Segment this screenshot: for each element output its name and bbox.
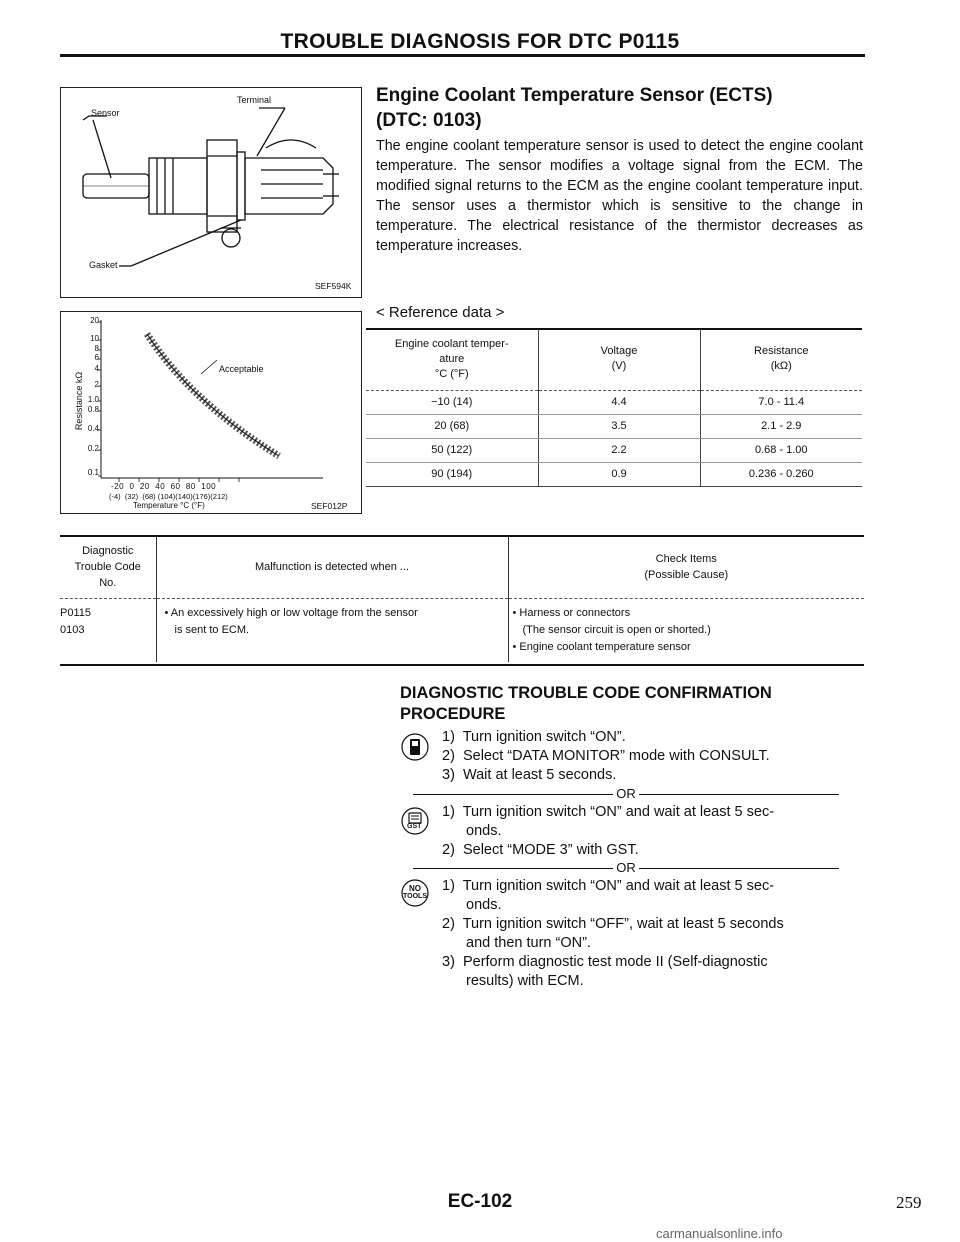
step-text: Wait at least 5 seconds.: [462, 767, 617, 783]
table-row: [366, 462, 862, 486]
step-number: 3): [442, 767, 455, 783]
x-tick-labels-celsius: -20 0 20 40 60 80 100: [111, 482, 217, 491]
cell-temperature: 50 (122): [366, 438, 538, 462]
acceptable-label: Acceptable: [219, 364, 264, 374]
no-tools-step-2: [442, 915, 856, 934]
no-tools-step-2-cont: and then turn “ON”.: [466, 935, 591, 951]
cell-resistance: 0.236 - 0.260: [700, 462, 862, 486]
cell-resistance: 2.1 - 2.9: [700, 414, 862, 438]
or-divider: [398, 786, 854, 801]
or-label: OR: [616, 786, 636, 801]
consult-step-2: [442, 747, 770, 766]
procedure-title-line1: DIAGNOSTIC TROUBLE CODE CONFIRMATION: [400, 684, 772, 702]
step-number: 3): [442, 954, 455, 970]
y-axis-label: Resistance kΩ: [74, 371, 84, 431]
header-resistance: [700, 329, 862, 390]
cell-check-items: [508, 598, 864, 662]
header-temp-line: Engine coolant temper-: [394, 337, 509, 350]
table-row: [366, 390, 862, 414]
no-tools-step-3: [442, 953, 856, 972]
reference-data-label: < Reference data >: [376, 304, 505, 321]
y-tick: 0.4: [87, 424, 99, 433]
figure1-code: SEF594K: [315, 281, 352, 291]
cell-dtc-number: [60, 598, 156, 662]
or-divider: [398, 860, 854, 875]
y-tick: 0.1: [87, 468, 99, 477]
header-voltage-line: Voltage: [600, 345, 638, 358]
cell-temperature: −10 (14): [366, 390, 538, 414]
check-item: (The sensor circuit is open or shorted.): [522, 623, 711, 636]
header-temperature: [366, 329, 538, 390]
table-row: [366, 438, 862, 462]
terminal-label: Terminal: [237, 95, 272, 105]
consult-icon: [400, 732, 430, 762]
y-tick: 2: [94, 380, 99, 389]
cell-voltage: 3.5: [538, 414, 700, 438]
header-check-line: (Possible Cause): [644, 568, 729, 581]
reference-table: [366, 329, 862, 487]
procedure-title: [400, 683, 772, 725]
consult-step-1: [442, 728, 626, 747]
reference-table-header: [366, 329, 862, 390]
header-temp-line: °C (°F): [434, 367, 469, 380]
dtc-table-header: [60, 536, 864, 598]
section-title-line2: (DTC: 0103): [376, 110, 482, 131]
gasket-label: Gasket: [89, 260, 118, 270]
step-number: 2): [442, 916, 455, 932]
malfunction-text: • An excessively high or low voltage from the sensor: [164, 606, 418, 619]
header-dtc-line: Trouble Code: [74, 560, 141, 573]
header-voltage: [538, 329, 700, 390]
step-text: Turn ignition switch “OFF”, wait at least 5 seconds: [462, 916, 784, 932]
sensor-figure: [60, 87, 362, 298]
page-title: TROUBLE DIAGNOSIS FOR DTC P0115: [280, 30, 680, 53]
y-tick: 1.0: [87, 395, 99, 404]
check-item: • Harness or connectors: [512, 606, 631, 619]
y-tick: 20: [90, 316, 99, 325]
consult-step-3: [442, 766, 616, 785]
cell-malfunction: [156, 598, 508, 662]
header-check-line: Check Items: [655, 552, 717, 565]
y-tick: 6: [94, 353, 99, 362]
x-axis-label: Temperature °C (°F): [133, 501, 205, 510]
figure2-code: SEF012P: [311, 501, 348, 511]
sensor-label: Sensor: [91, 108, 120, 118]
cell-voltage: 2.2: [538, 438, 700, 462]
header-resistance-line: Resistance: [754, 345, 809, 358]
cell-temperature: 90 (194): [366, 462, 538, 486]
sensor-description: The engine coolant temperature sensor is used to detect the engine coolant temperature. The sensor modifies a voltage signal from the ECM. The modified signal returns to the ECM as the engine coolant temperature input. The sensor uses a thermistor which is sensitive to the change in temperature. The electrical resistance of the thermistor decreases as temperature increases.: [376, 138, 863, 254]
page-code: EC-102: [447, 1191, 513, 1212]
procedure-title-line2: PROCEDURE: [400, 705, 506, 723]
section-title: [376, 83, 856, 133]
step-text: Select “MODE 3” with GST.: [462, 842, 639, 858]
no-tools-step-1-cont: onds.: [466, 897, 502, 913]
header-dtc-number: [60, 536, 156, 598]
cell-voltage: 4.4: [538, 390, 700, 414]
cell-temperature: 20 (68): [366, 414, 538, 438]
y-tick: 8: [94, 344, 99, 353]
gst-icon: [400, 806, 430, 836]
step-text: Select “DATA MONITOR” mode with CONSULT.: [462, 748, 770, 764]
step-number: 2): [442, 842, 455, 858]
header-dtc-line: Diagnostic: [82, 544, 134, 557]
y-tick: 10: [90, 334, 99, 343]
section-title-line1: Engine Coolant Temperature Sensor (ECTS): [376, 85, 773, 106]
or-label: OR: [616, 860, 636, 875]
dtc-code: 0103: [60, 623, 85, 636]
dtc-table-bottom-rule: [60, 664, 864, 666]
step-text: Turn ignition switch “ON”.: [462, 729, 626, 745]
header-resistance-line: (kΩ): [770, 360, 792, 373]
header-dtc-line: No.: [99, 576, 117, 589]
step-number: 2): [442, 748, 455, 764]
check-item: • Engine coolant temperature sensor: [512, 640, 691, 653]
step-number: 1): [442, 878, 455, 894]
header-voltage-line: (V): [611, 360, 627, 373]
no-tools-step-3-cont: results) with ECM.: [466, 973, 584, 989]
step-number: 1): [442, 729, 455, 745]
watermark: carmanualsonline.info: [656, 1226, 783, 1241]
x-tick-labels-fahrenheit: (-4) (32) (68) (104)(140)(176)(212): [109, 492, 228, 501]
gst-icon-label: GST: [407, 823, 422, 830]
resistance-graph-figure: [60, 311, 362, 514]
y-tick: 0.8: [87, 405, 99, 414]
no-tools-icon: [400, 878, 430, 908]
page-number: 259: [896, 1193, 922, 1212]
step-number: 1): [442, 804, 455, 820]
no-tools-step-1: [442, 877, 856, 896]
gst-step-1-cont: onds.: [466, 823, 502, 839]
no-tools-icon-label-bottom: TOOLS: [403, 893, 427, 900]
dtc-code: P0115: [60, 606, 91, 619]
table-row: [60, 598, 864, 662]
header-check-items: [508, 536, 864, 598]
gst-step-2: [442, 841, 639, 860]
cell-resistance: 0.68 - 1.00: [700, 438, 862, 462]
malfunction-text: is sent to ECM.: [174, 623, 250, 636]
y-tick: 4: [94, 364, 99, 373]
acceptable-band: [147, 334, 279, 456]
title-rule: [60, 54, 865, 57]
table-row: [366, 414, 862, 438]
cell-resistance: 7.0 - 11.4: [700, 390, 862, 414]
header-malfunction: Malfunction is detected when ...: [156, 536, 508, 598]
cell-voltage: 0.9: [538, 462, 700, 486]
step-text: Turn ignition switch “ON” and wait at least 5 sec-: [462, 804, 775, 820]
gst-step-1: [442, 803, 856, 822]
dtc-table: [60, 536, 864, 662]
header-temp-line: ature: [439, 352, 465, 365]
no-tools-icon-label-top: NO: [409, 884, 421, 893]
step-text: Perform diagnostic test mode II (Self-diagnostic: [462, 954, 768, 970]
y-tick: 0.2: [87, 444, 99, 453]
step-text: Turn ignition switch “ON” and wait at least 5 sec-: [462, 878, 775, 894]
